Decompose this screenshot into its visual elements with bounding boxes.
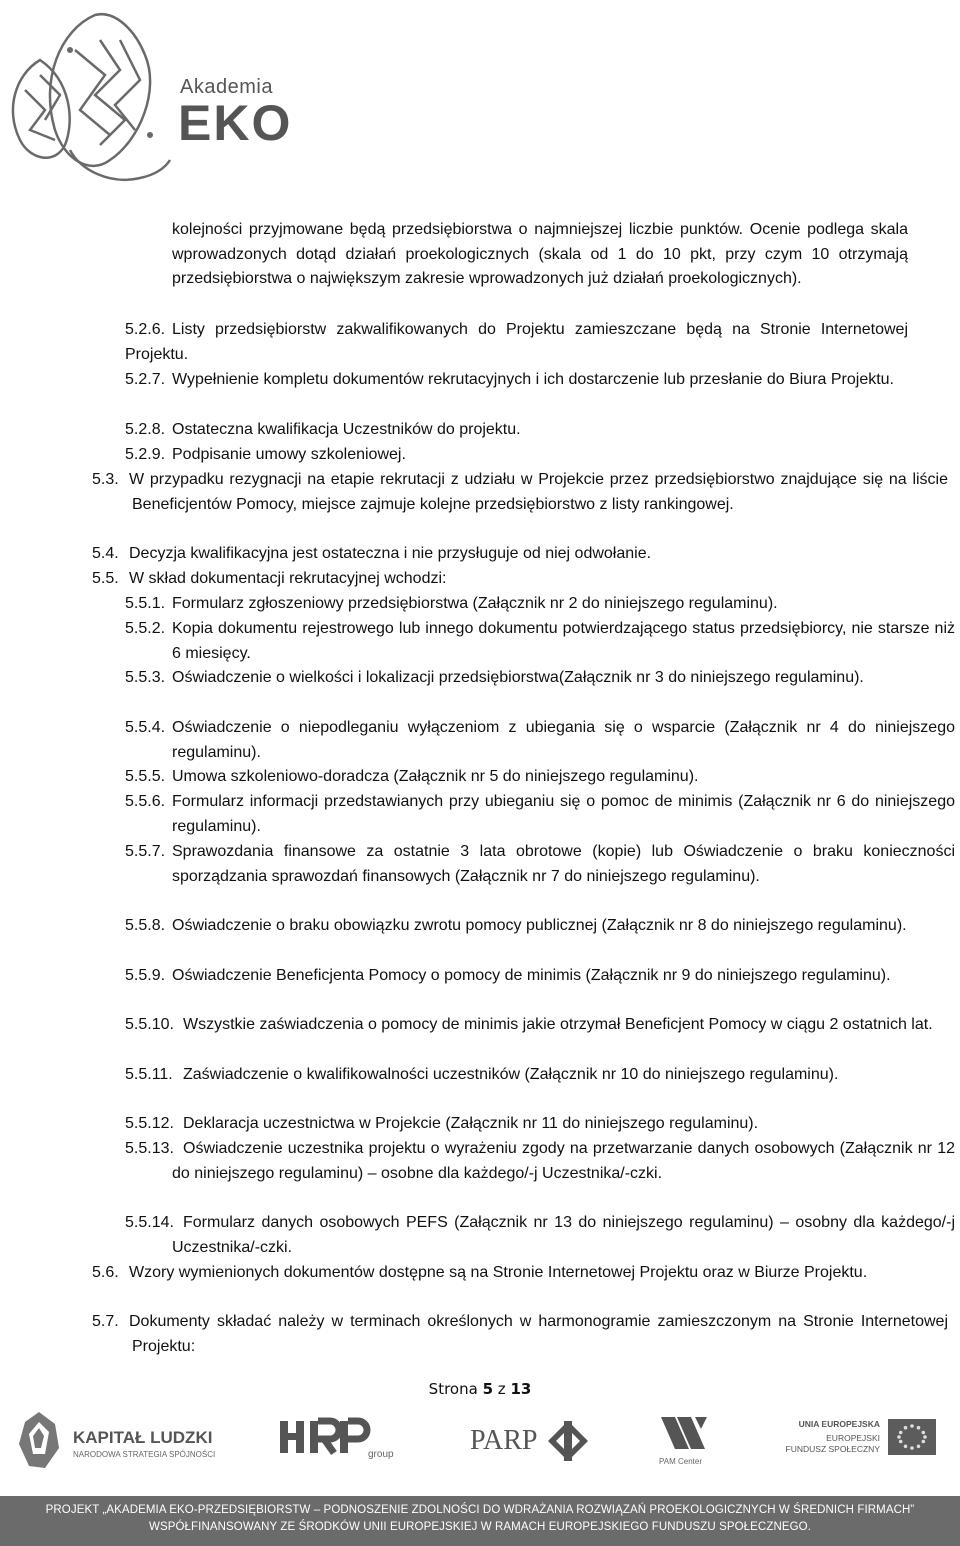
- paragraph-text: Ostateczna kwalifikacja Uczestników do projektu.: [172, 421, 521, 438]
- kapital-ludzki-logo: [15, 1410, 235, 1470]
- kapital-ludzki-subtitle: NARODOWA STRATEGIA SPÓJNOŚCI: [73, 1450, 216, 1459]
- paragraph-text: Dokumenty składać należy w terminach określonych w harmonogramie zamieszczonym na Stronie Internetowej Projektu:: [129, 1313, 948, 1355]
- paragraph-text: Deklaracja uczestnictwa w Projekcie (Załącznik nr 11 do niniejszego regulaminu).: [183, 1115, 759, 1132]
- paragraph-text: Oświadczenie Beneficjenta Pomocy o pomocy de minimis (Załącznik nr 9 do niniejszego regulaminu).: [172, 967, 891, 984]
- paragraph: [92, 542, 908, 567]
- paragraph-text: Oświadczenie o wielkości i lokalizacji przedsiębiorstwa(Załącznik nr 3 do niniejszego regulaminu).: [172, 669, 864, 686]
- parp-icon: [546, 1419, 590, 1463]
- paragraph: [92, 468, 948, 517]
- paragraph-number: 5.2.8.: [125, 421, 166, 438]
- paragraph: [92, 1261, 948, 1286]
- paragraph-text: Formularz danych osobowych PEFS (Załącznik nr 13 do niniejszego regulaminu) – osobny dla każdego/-j Uczestnika/-czki.: [172, 1214, 955, 1256]
- logo-title-small: Akademia: [180, 76, 273, 98]
- paragraph: [92, 567, 908, 592]
- paragraph-text: kolejności przyjmowane będą przedsiębiorstwa o najmniejszej liczbie punktów. Ocenie podlega skala wprowadzonych dotąd działań proekologicznych (skala od 1 do 10 pkt, przy czym 10 otrzymają przedsiębiorstwa o największym zakresie wprowadzonych już działań proekologicznych).: [172, 221, 908, 288]
- footer-project-info: [0, 1496, 960, 1546]
- paragraph-text: Wzory wymienionych dokumentów dostępne są na Stronie Internetowej Projektu oraz w Biurze Projektu.: [129, 1264, 868, 1281]
- paragraph: [125, 617, 955, 666]
- paragraph-number: 5.5.12.: [125, 1115, 174, 1132]
- paragraph: [125, 790, 955, 839]
- parp-title: PARP: [470, 1425, 538, 1456]
- hrp-group-subtitle: group: [368, 1449, 394, 1460]
- paragraph: [125, 592, 908, 617]
- paragraph-number: 5.2.9.: [125, 446, 166, 463]
- parp-logo: [470, 1419, 600, 1469]
- paragraph-number: 5.5.6.: [125, 793, 166, 810]
- paragraph-number: 5.5.3.: [125, 669, 166, 686]
- paragraph-number: 5.5.2.: [125, 620, 166, 637]
- footer-line-2: WSPÓŁFINANSOWANY ZE ŚRODKÓW UNII EUROPEJSKIEJ W RAMACH EUROPEJSKIEGO FUNDUSZU SPOŁECZNEGO.: [148, 1521, 812, 1533]
- paragraph-text: Decyzja kwalifikacyjna jest ostateczna i nie przysługuje od niej odwołanie.: [129, 545, 652, 562]
- paragraph-number: 5.5.1.: [125, 595, 166, 612]
- paragraph-number: 5.5.8.: [125, 917, 166, 934]
- kapital-ludzki-title: KAPITAŁ LUDZKI: [73, 1428, 213, 1447]
- hrp-group-logo: [278, 1413, 408, 1473]
- logo-title-big: EKO: [178, 95, 293, 151]
- paragraph-text: Listy przedsiębiorstw zakwalifikowanych do Projektu zamieszczane będą na Stronie Internetowej Projektu.: [125, 321, 908, 363]
- paragraph: [125, 666, 955, 691]
- paragraph-text: Zaświadczenie o kwalifikowalności uczestników (Załącznik nr 10 do niniejszego regulaminu).: [183, 1066, 839, 1083]
- paragraph-text: Wszystkie zaświadczenia o pomocy de minimis jakie otrzymał Beneficjent Pomocy w ciągu 2 ostatnich lat.: [183, 1016, 933, 1033]
- paragraph-text: Podpisanie umowy szkoleniowej.: [172, 446, 406, 463]
- paragraph-text: Formularz informacji przedstawianych przy ubieganiu się o pomoc de minimis (Załącznik nr 6 do niniejszego regulaminu).: [172, 793, 955, 835]
- paragraph-number: 5.5.: [92, 570, 119, 587]
- paragraph-number: 5.5.7.: [125, 843, 166, 860]
- paragraph-text: Oświadczenie uczestnika projektu o wyrażeniu zgody na przetwarzanie danych osobowych (Załącznik nr 12 do niniejszego regulaminu) – osobne dla każdego/-j Uczestnika/-czki.: [172, 1140, 955, 1182]
- paragraph-number: 5.5.5.: [125, 768, 166, 785]
- paragraph-number: 5.5.10.: [125, 1016, 174, 1033]
- eu-logo: [780, 1419, 940, 1479]
- paragraph-text: Oświadczenie o niepodleganiu wyłączeniom z ubiegania się o wsparcie (Załącznik nr 4 do niniejszego regulaminu).: [172, 719, 955, 761]
- paragraph-number: 5.6.: [92, 1264, 119, 1281]
- paragraph-number: 5.2.6.: [125, 321, 166, 338]
- paragraph: [92, 1310, 948, 1359]
- page-number: [0, 1380, 960, 1398]
- paragraph: [172, 218, 908, 292]
- paragraph: [125, 765, 908, 790]
- paragraph: [125, 716, 955, 765]
- eu-subtitle-2: FUNDUSZ SPOŁECZNY: [785, 1444, 880, 1454]
- eu-subtitle-1: EUROPEJSKI: [826, 1433, 880, 1443]
- akademia-eko-logo: [0, 0, 300, 200]
- paragraph-number: 5.2.7.: [125, 371, 166, 388]
- eu-title: UNIA EUROPEJSKA: [798, 1419, 880, 1429]
- leaf-icon: [0, 0, 175, 200]
- paragraph: [125, 1137, 955, 1186]
- page-current: 5: [482, 1380, 494, 1398]
- paragraph-number: 5.5.11.: [125, 1066, 173, 1083]
- paragraph: [125, 964, 955, 989]
- paragraph: [125, 1211, 955, 1260]
- paragraph: [125, 1013, 955, 1038]
- paragraph: [125, 840, 955, 889]
- page-prefix: Strona: [428, 1380, 478, 1398]
- pam-center-title: PAM Center: [659, 1457, 702, 1466]
- paragraph: [125, 418, 908, 443]
- paragraph-number: 5.5.13.: [125, 1140, 174, 1157]
- paragraph-text: Formularz zgłoszeniowy przedsiębiorstwa (Załącznik nr 2 do niniejszego regulaminu).: [172, 595, 778, 612]
- paragraph-text: Sprawozdania finansowe za ostatnie 3 lata obrotowe (kopie) lub Oświadczenie o braku konieczności sporządzania sprawozdań finansowych (Załącznik nr 7 do niniejszego regulaminu).: [172, 843, 955, 885]
- paragraph-text: Oświadczenie o braku obowiązku zwrotu pomocy publicznej (Załącznik nr 8 do niniejszego regulaminu).: [172, 917, 907, 934]
- pam-icon: [655, 1413, 711, 1453]
- sponsor-logos: [0, 1405, 960, 1485]
- paragraph-text: Kopia dokumentu rejestrowego lub innego dokumentu potwierdzającego status przedsiębiorcy, nie starsze niż 6 miesięcy.: [172, 620, 955, 662]
- footer-line-1: PROJEKT „AKADEMIA EKO-PRZEDSIĘBIORSTW – PODNOSZENIE ZDOLNOŚCI DO WDRAŻANIA ROZWIĄZAŃ PROEKOLOGICZNYCH W ŚREDNICH FIRMACH”: [45, 1504, 915, 1516]
- kapital-ludzki-icon: [15, 1410, 63, 1470]
- paragraph-number: 5.5.14.: [125, 1214, 174, 1231]
- paragraph-number: 5.3.: [92, 471, 119, 488]
- page-total: 13: [510, 1380, 532, 1398]
- paragraph-number: 5.4.: [92, 545, 119, 562]
- paragraph: [125, 914, 955, 939]
- paragraph: [125, 1063, 955, 1088]
- paragraph-number: 5.5.4.: [125, 719, 166, 736]
- paragraph: [125, 318, 908, 367]
- page-sep: z: [497, 1380, 506, 1398]
- paragraph-number: 5.7.: [92, 1313, 119, 1330]
- paragraph-text: W skład dokumentacji rekrutacyjnej wchodzi:: [129, 570, 447, 587]
- paragraph-text: Wypełnienie kompletu dokumentów rekrutacyjnych i ich dostarczenie lub przesłanie do Biura Projektu.: [172, 371, 894, 388]
- eu-flag-icon: [888, 1419, 936, 1455]
- paragraph-text: Umowa szkoleniowo-doradcza (Załącznik nr 5 do niniejszego regulaminu).: [172, 768, 699, 785]
- paragraph-text: W przypadku rezygnacji na etapie rekrutacji z udziału w Projekcie przez przedsiębiorstwo znajdujące się na liście Beneficjentów Pomocy, miejsce zajmuje kolejne przedsiębiorstwo z listy rankingowej.: [129, 471, 948, 513]
- paragraph: [125, 368, 908, 393]
- paragraph: [125, 443, 908, 468]
- paragraph-number: 5.5.9.: [125, 967, 166, 984]
- paragraph: [125, 1112, 908, 1137]
- pam-center-logo: [655, 1413, 725, 1473]
